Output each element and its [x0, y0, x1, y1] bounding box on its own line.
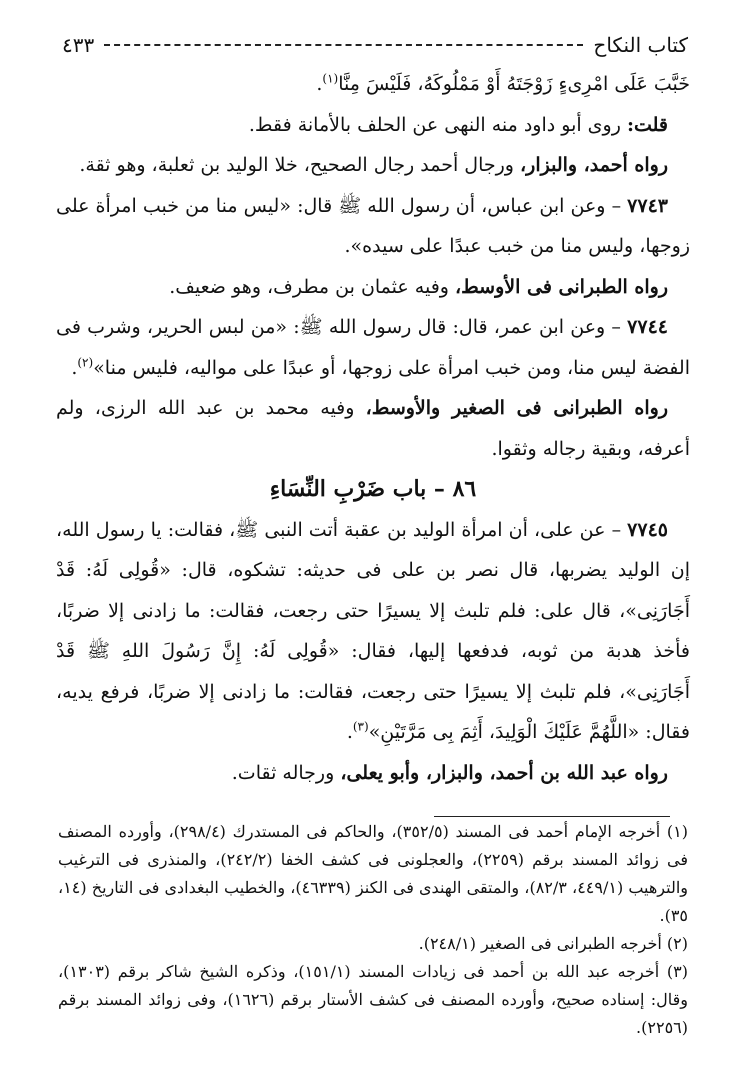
hadith-number: ٧٧٤٤ — [627, 316, 668, 338]
header-dashed-rule — [104, 44, 583, 46]
footnote: (١) أخرجه الإمام أحمد فى المسند (٣٥٢/٥)، والحاكم فى المستدرك (٢٩٨/٤)، وأورده المصنف فى زوائد المسند برقم (٢٢٥٩)، والعجلونى فى كشف الخفا (٢٤٢/٢)، والمنذرى فى الترغيب والترهيب (٤٤٩/١، ٨٢/٣)، والمتقى الهندى فى الكنز (٤٦٣٣٩)، والخطيب البغدادى فى التاريخ (١٤، ٣٥). — [58, 822, 689, 925]
footnote-ref: (١) — [322, 71, 339, 86]
hadith-number: ٧٧٤٥ — [627, 518, 668, 541]
hadith-7745: ٧٧٤٥ – عن على، أن امرأة الوليد بن عقبة أتت النبى ﷺ، فقالت: يا رسول الله، إن الوليد يضربها، قال نصر بن على فى حديثه: تشكوه، قال: «قُولِى لَهُ: قَدْ أَجَارَنِى»، قال على: فلم تلبث إلا يسيرًا حتى رجعت، فقالت: ما زادنى إلا ضربًا، فأخذ هدبة من ثوبه، فدفعها إليها، فقال: «قُولِى لَهُ: إِنَّ رَسُولَ اللهِ ﷺ قَدْ أَجَارَنِى»، فلم تلبث إلا يسيرًا حتى رجعت، فقالت: ما زادنى إلا ضربًا، فرفع يديه، فقال: «اللَّهُمَّ عَلَيْكَ الْوَلِيدَ، أَثِمَ بِى مَرَّتَيْنِ»$^{(٣)}$. — [56, 518, 690, 743]
footnotes — [58, 818, 688, 1042]
footnote-ref: (٣) — [352, 719, 369, 734]
chapter-heading: ٨٦ – باب ضَرْبِ النِّسَاءِ — [269, 476, 477, 502]
commentary: قلت: روى أبو داود منه النهى عن الحلف بالأمانة فقط. — [248, 113, 668, 136]
hadith-continuation: خَبَّبَ عَلَى امْرِىءٍ زَوْجَتَهُ أَوْ مَمْلُوكَهُ، فَلَيْسَ مِنَّا$^{(١)}$. — [316, 71, 690, 95]
footnote-ref: (٢) — [77, 355, 94, 370]
hadith-number: ٧٧٤٣ — [627, 194, 668, 217]
footnote: (٣) أخرجه عبد الله بن أحمد فى زيادات المسند (١٥١/١)، وذكره الشيخ شاكر برقم (١٣٠٣)، وقال: إسناده صحيح، وأورده المصنف فى كشف الأستار برقم (١٦٢٦)، وفى زوائد المسند برقم (٢٢٥٦). — [58, 962, 689, 1037]
page-number: ٤٣٣ — [62, 33, 95, 57]
source-note: رواه الطبرانى فى الأوسط، وفيه عثمان بن مطرف، وهو ضعيف. — [169, 275, 668, 298]
running-header — [62, 32, 688, 58]
hadith-7744: ٧٧٤٤ – وعن ابن عمر، قال: قال رسول الله ﷺ: «من لبس الحرير، وشرب فى الفضة ليس منا، ومن خبب امرأة على زوجها، أو عبدًا على مواليه، فليس منا»$^{(٢)}$. — [56, 316, 690, 379]
footnote: (٢) أخرجه الطبرانى فى الصغير (٢٤٨/١). — [418, 934, 688, 953]
source-note: رواه أحمد، والبزار، ورجال أحمد رجال الصحيح، خلا الوليد بن ثعلبة، وهو ثقة. — [79, 154, 668, 176]
chapter-title: كتاب النكاح — [593, 33, 688, 57]
main-text — [56, 64, 690, 793]
source-note: رواه عبد الله بن أحمد، والبزار، وأبو يعلى، ورجاله ثقات. — [231, 761, 668, 784]
source-note: رواه الطبرانى فى الصغير والأوسط، وفيه محمد بن عبد الله الرزى، ولم أعرفه، وبقية رجاله وثقوا. — [56, 397, 690, 460]
footnote-separator — [434, 816, 670, 817]
hadith-7743: ٧٧٤٣ – وعن ابن عباس، أن رسول الله ﷺ قال: «ليس منا من خبب امرأة على زوجها، وليس منا من خبب عبدًا على سيده». — [56, 194, 690, 257]
